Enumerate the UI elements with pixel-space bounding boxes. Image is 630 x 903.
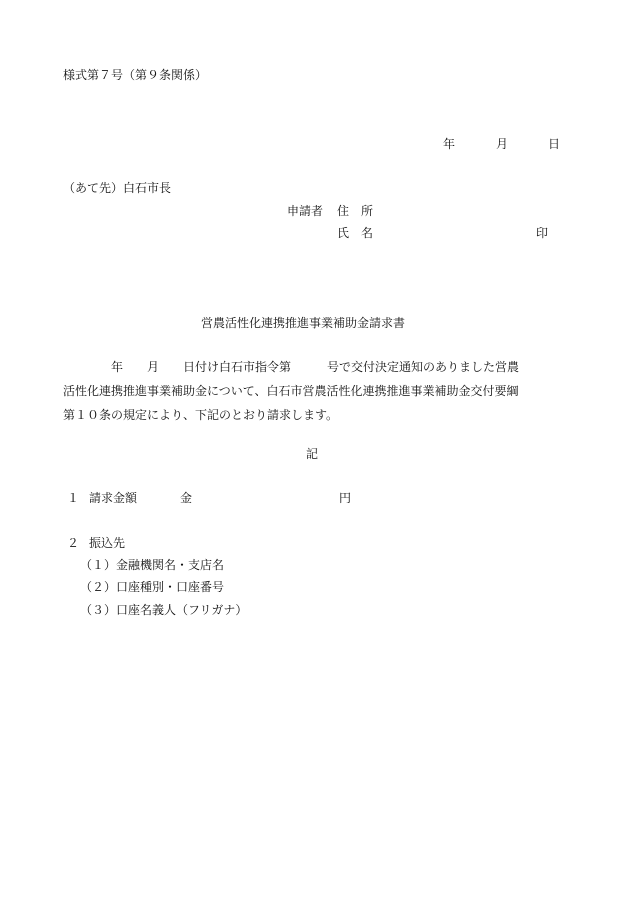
item-1-number: １ (67, 491, 80, 505)
paragraph-line: 第１０条の規定により、下記のとおり請求します。 (63, 408, 339, 422)
request-paragraph (63, 355, 563, 427)
item-2-label: 振込先 (89, 536, 126, 550)
addressee: （あて先）白石市長 (63, 181, 172, 195)
amount-unit: 円 (339, 491, 352, 505)
paragraph-line: 活性化連携推進事業補助金について、白石市営農活性化連携推進事業補助金交付要綱 (63, 384, 519, 398)
item-2-number: ２ (67, 536, 80, 550)
account-holder-line: （３）口座名義人（フリガナ） (80, 603, 248, 617)
account-type-number-line: （２）口座種別・口座番号 (80, 580, 225, 594)
form-number: 様式第７号（第９条関係） (63, 68, 208, 82)
bank-branch-line: （１）金融機関名・支店名 (80, 558, 225, 572)
name-label: 氏 名 (337, 226, 374, 240)
applicant-label: 申請者 (287, 204, 324, 218)
paragraph-line: 年 月 日付け白石市指令第 号で交付決定通知のありました営農 (63, 360, 520, 374)
document-title: 営農活性化連携推進事業補助金請求書 (201, 316, 406, 330)
date-day-label: 日 (548, 137, 561, 151)
amount-prefix: 金 (180, 491, 193, 505)
address-label: 住 所 (337, 204, 374, 218)
item-1-label: 請求金額 (89, 491, 138, 505)
date-month-label: 月 (496, 137, 509, 151)
seal-mark: 印 (536, 226, 549, 240)
date-year-label: 年 (443, 137, 456, 151)
ki-heading: 記 (306, 447, 319, 461)
